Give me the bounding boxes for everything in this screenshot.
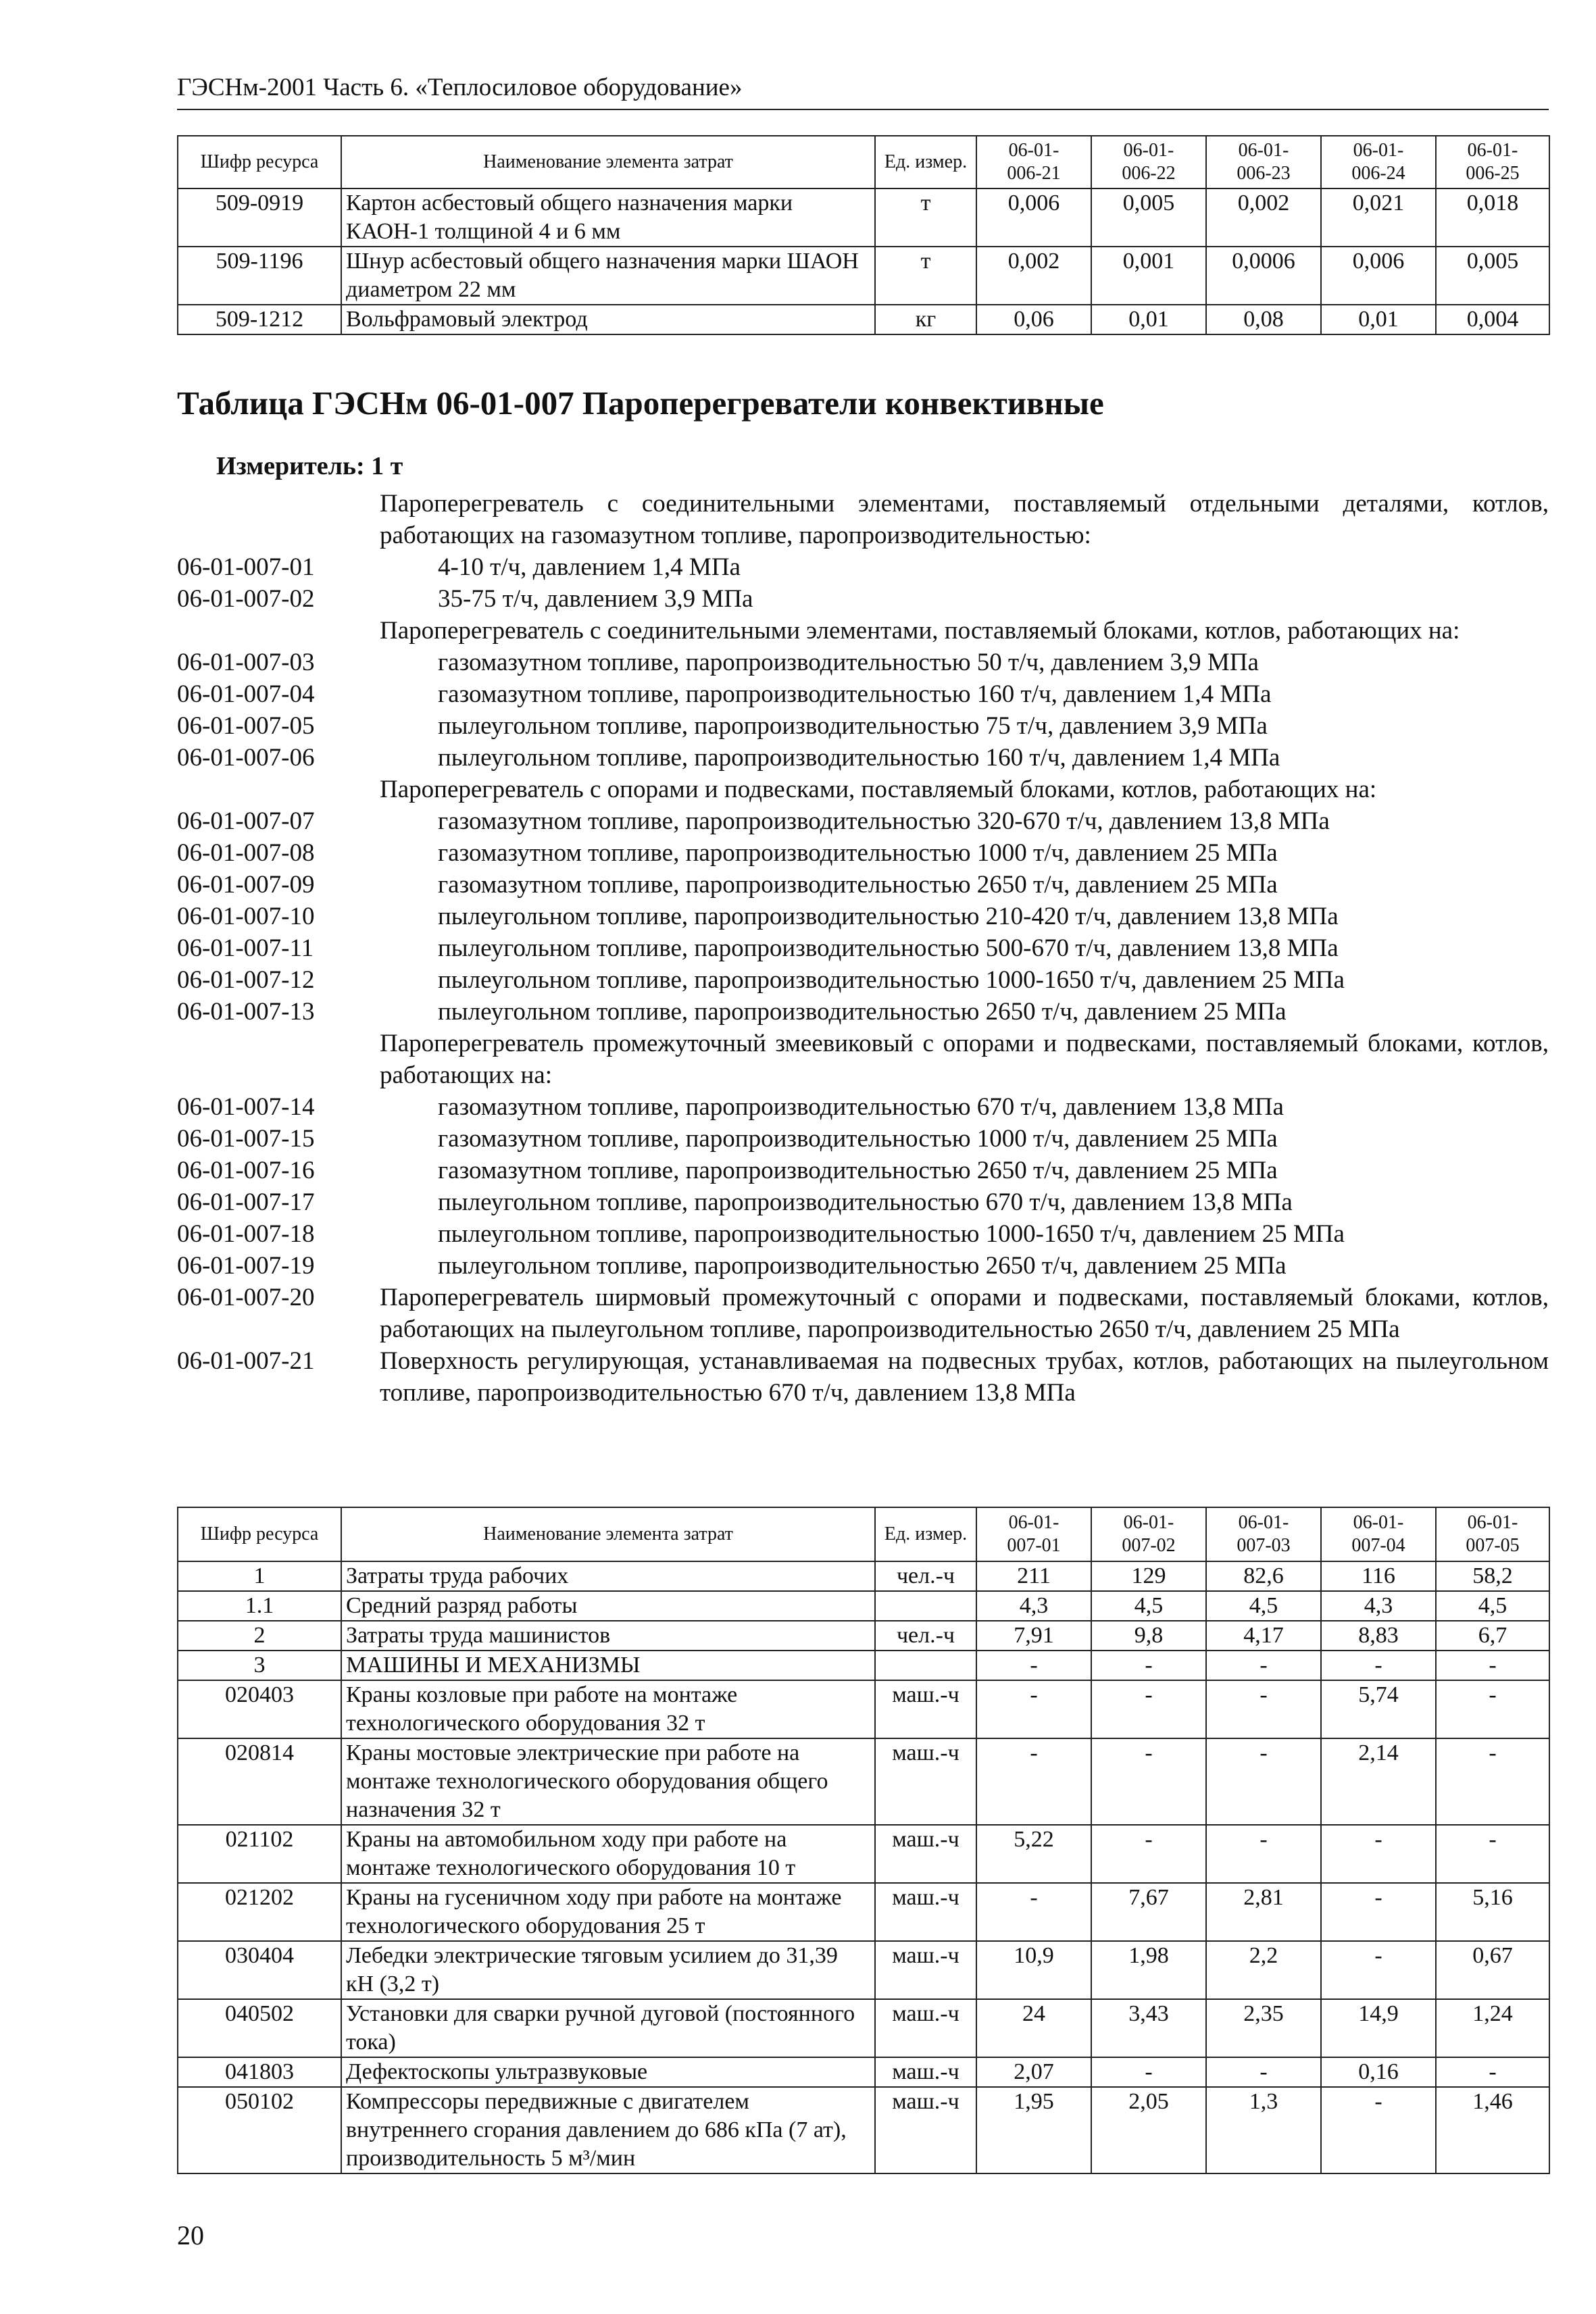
cell-code: 020814 xyxy=(178,1738,341,1825)
cell-name: Картон асбестовый общего назначения марки КАОН-1 толщиной 4 и 6 мм xyxy=(341,188,875,247)
cell-value: - xyxy=(1436,1738,1549,1825)
cell-name: Дефектоскопы ультразвуковые xyxy=(341,2057,875,2087)
list-item xyxy=(177,710,1549,742)
norm-description: пылеугольном топливе, паропроизводительностью 75 т/ч, давлением 3,9 МПа xyxy=(438,712,1268,740)
cell-value: 24 xyxy=(976,1999,1091,2057)
cell-value: - xyxy=(1091,2057,1206,2087)
cell-value: 4,17 xyxy=(1206,1621,1321,1651)
norm-description: газомазутном топливе, паропроизводительностью 2650 т/ч, давлением 25 МПа xyxy=(438,1157,1278,1184)
table-row xyxy=(178,1680,1549,1738)
norm-code: 06-01-007-05 xyxy=(177,712,315,740)
table-row xyxy=(178,1825,1549,1883)
norm-code: 06-01-007-21 xyxy=(177,1347,315,1375)
meter-line xyxy=(216,451,403,481)
table-row xyxy=(178,2057,1549,2087)
cell-value: - xyxy=(1091,1680,1206,1738)
norm-code: 06-01-007-19 xyxy=(177,1252,315,1280)
cell-name: Вольфрамовый электрод xyxy=(341,305,875,334)
cell-value: 1,46 xyxy=(1436,2087,1549,2173)
cell-name: Лебедки электрические тяговым усилием до 31,39 кН (3,2 т) xyxy=(341,1941,875,1999)
norm-code: 06-01-007-02 xyxy=(177,585,315,613)
cell-value: - xyxy=(1436,2057,1549,2087)
cell-value: 2,05 xyxy=(1091,2087,1206,2173)
cell-unit: маш.-ч xyxy=(875,1883,976,1941)
cell-unit: маш.-ч xyxy=(875,1738,976,1825)
cell-name: Краны мостовые электрические при работе на монтаже технологического оборудования общего назначения 32 т xyxy=(341,1738,875,1825)
cell-value: 4,3 xyxy=(976,1591,1091,1621)
norm-description: газомазутном топливе, паропроизводительностью 670 т/ч, давлением 13,8 МПа xyxy=(438,1093,1284,1121)
cell-code: 3 xyxy=(178,1651,341,1680)
cell-value: - xyxy=(1436,1680,1549,1738)
list-item xyxy=(177,678,1549,710)
norm-code: 06-01-007-08 xyxy=(177,839,315,867)
page-header: ГЭСНм-2001 Часть 6. «Теплосиловое оборудование» xyxy=(177,73,1549,110)
list-item xyxy=(177,583,1549,615)
cell-unit: т xyxy=(875,188,976,247)
table-row xyxy=(178,1738,1549,1825)
cell-value: - xyxy=(1206,2057,1321,2087)
list-item xyxy=(177,742,1549,774)
table-row xyxy=(178,1883,1549,1941)
cell-value: 116 xyxy=(1321,1561,1436,1591)
cell-value: 9,8 xyxy=(1091,1621,1206,1651)
norm-code xyxy=(177,615,380,647)
table-row xyxy=(178,1621,1549,1651)
cell-value: - xyxy=(1206,1680,1321,1738)
cell-name: Средний разряд работы xyxy=(341,1591,875,1621)
norm-code: 06-01-007-13 xyxy=(177,998,315,1026)
col-header-norm: 06-01- 007-03 xyxy=(1206,1507,1321,1561)
norm-code: 06-01-007-10 xyxy=(177,903,315,930)
cell-value: - xyxy=(1321,1651,1436,1680)
norm-description: Поверхность регулирующая, устанавливаемая на подвесных трубах, котлов, работающих на пылеугольном топливе, паропроизводительностью 670 т/ч, давлением 13,8 МПа xyxy=(380,1347,1549,1407)
cell-value: 10,9 xyxy=(976,1941,1091,1999)
cell-name: Затраты труда рабочих xyxy=(341,1561,875,1591)
cell-value: 5,74 xyxy=(1321,1680,1436,1738)
cell-unit: маш.-ч xyxy=(875,1680,976,1738)
table-row xyxy=(178,1561,1549,1591)
norm-description: Пароперегреватель с опорами и подвесками, поставляемый блоками, котлов, работающих на: xyxy=(380,776,1377,803)
list-item xyxy=(177,1155,1549,1186)
norm-description: пылеугольном топливе, паропроизводительностью 670 т/ч, давлением 13,8 МПа xyxy=(438,1188,1293,1216)
cell-name: Затраты труда машинистов xyxy=(341,1621,875,1651)
norm-description: пылеугольном топливе, паропроизводительностью 210-420 т/ч, давлением 13,8 МПа xyxy=(438,903,1339,930)
list-item xyxy=(177,1091,1549,1123)
norm-code xyxy=(177,1028,380,1091)
norm-description: Пароперегреватель с соединительными элементами, поставляемый блоками, котлов, работающих на: xyxy=(380,617,1460,645)
cell-value: 2,2 xyxy=(1206,1941,1321,1999)
list-item xyxy=(177,774,1549,805)
resource-table-main xyxy=(177,1507,1550,2174)
list-item xyxy=(177,551,1549,583)
cell-value: 0,01 xyxy=(1091,305,1206,334)
col-header-name: Наименование элемента затрат xyxy=(341,1507,875,1561)
norm-description: пылеугольном топливе, паропроизводительностью 1000-1650 т/ч, давлением 25 МПа xyxy=(438,966,1345,994)
cell-value: 0,08 xyxy=(1206,305,1321,334)
col-header-code: Шифр ресурса xyxy=(178,1507,341,1561)
cell-value: 4,3 xyxy=(1321,1591,1436,1621)
list-item xyxy=(177,901,1549,932)
list-item xyxy=(177,837,1549,869)
norm-description: 35-75 т/ч, давлением 3,9 МПа xyxy=(438,585,753,613)
norm-code: 06-01-007-20 xyxy=(177,1284,315,1311)
list-item xyxy=(177,805,1549,837)
cell-code: 021102 xyxy=(178,1825,341,1883)
cell-value: 8,83 xyxy=(1321,1621,1436,1651)
cell-unit: т xyxy=(875,247,976,305)
norm-description: Пароперегреватель с соединительными элементами, поставляемый отдельными деталями, котлов, работающих на газомазутном топливе, паропроизводительностью: xyxy=(380,490,1549,549)
list-item xyxy=(177,1123,1549,1155)
norm-description: пылеугольном топливе, паропроизводительностью 1000-1650 т/ч, давлением 25 МПа xyxy=(438,1220,1345,1248)
cell-code: 050102 xyxy=(178,2087,341,2173)
cell-value: 0,06 xyxy=(976,305,1091,334)
cell-value: - xyxy=(1206,1738,1321,1825)
cell-value: - xyxy=(1321,2087,1436,2173)
list-item xyxy=(177,869,1549,901)
cell-unit: маш.-ч xyxy=(875,1941,976,1999)
cell-value: 14,9 xyxy=(1321,1999,1436,2057)
cell-value: 1,95 xyxy=(976,2087,1091,2173)
table-row xyxy=(178,305,1549,334)
cell-value: 0,021 xyxy=(1321,188,1436,247)
norm-code: 06-01-007-17 xyxy=(177,1188,315,1216)
cell-unit xyxy=(875,1651,976,1680)
norm-code: 06-01-007-14 xyxy=(177,1093,315,1121)
cell-code: 021202 xyxy=(178,1883,341,1941)
main-table-body xyxy=(178,1561,1549,2173)
table-row xyxy=(178,1651,1549,1680)
cell-code: 1 xyxy=(178,1561,341,1591)
cell-value: - xyxy=(976,1651,1091,1680)
cell-code: 041803 xyxy=(178,2057,341,2087)
col-header-code: Шифр ресурса xyxy=(178,136,341,188)
norm-code: 06-01-007-15 xyxy=(177,1125,315,1153)
cell-value: 2,81 xyxy=(1206,1883,1321,1941)
norm-description: Пароперегреватель промежуточный змеевиковый с опорами и подвесками, поставляемый блоками, котлов, работающих на: xyxy=(380,1030,1549,1089)
col-header-norm: 06-01- 007-01 xyxy=(976,1507,1091,1561)
list-item xyxy=(177,932,1549,964)
cell-value: - xyxy=(1091,1651,1206,1680)
list-item xyxy=(177,964,1549,996)
cell-unit xyxy=(875,1591,976,1621)
list-item xyxy=(177,996,1549,1028)
page-number: 20 xyxy=(177,2220,204,2250)
table-row xyxy=(178,247,1549,305)
cell-value: - xyxy=(1091,1825,1206,1883)
cell-name: Краны на автомобильном ходу при работе на монтаже технологического оборудования 10 т xyxy=(341,1825,875,1883)
resource-table-top xyxy=(177,135,1550,335)
cell-value: 58,2 xyxy=(1436,1561,1549,1591)
list-item xyxy=(177,615,1549,647)
col-header-norm: 06-01- 006-24 xyxy=(1321,136,1436,188)
section-title: Таблица ГЭСНм 06-01-007 Пароперегреватели конвективные xyxy=(177,384,1104,422)
col-header-unit: Ед. измер. xyxy=(875,1507,976,1561)
cell-value: 7,67 xyxy=(1091,1883,1206,1941)
col-header-norm: 06-01- 006-21 xyxy=(976,136,1091,188)
cell-unit: кг xyxy=(875,305,976,334)
norm-code: 06-01-007-01 xyxy=(177,553,315,581)
cell-value: 3,43 xyxy=(1091,1999,1206,2057)
cell-name: Краны на гусеничном ходу при работе на монтаже технологического оборудования 25 т xyxy=(341,1883,875,1941)
meter-value: 1 т xyxy=(371,452,403,480)
cell-value: 82,6 xyxy=(1206,1561,1321,1591)
norm-code: 06-01-007-03 xyxy=(177,649,315,676)
norm-description: 4-10 т/ч, давлением 1,4 МПа xyxy=(438,553,741,581)
list-item xyxy=(177,1186,1549,1218)
cell-value: 2,35 xyxy=(1206,1999,1321,2057)
norm-code: 06-01-007-04 xyxy=(177,680,315,708)
cell-code: 509-0919 xyxy=(178,188,341,247)
cell-value: 0,67 xyxy=(1436,1941,1549,1999)
list-item xyxy=(177,1218,1549,1250)
cell-name: Шнур асбестовый общего назначения марки ШАОН диаметром 22 мм xyxy=(341,247,875,305)
norms-list xyxy=(177,488,1549,1409)
norm-code: 06-01-007-06 xyxy=(177,744,315,772)
table-row xyxy=(178,1591,1549,1621)
list-item xyxy=(177,1028,1549,1091)
cell-value: 4,5 xyxy=(1436,1591,1549,1621)
cell-value: 6,7 xyxy=(1436,1621,1549,1651)
cell-code: 040502 xyxy=(178,1999,341,2057)
cell-unit: маш.-ч xyxy=(875,1825,976,1883)
norm-description: пылеугольном топливе, паропроизводительностью 2650 т/ч, давлением 25 МПа xyxy=(438,1252,1287,1280)
cell-name: Компрессоры передвижные с двигателем внутреннего сгорания давлением до 686 кПа (7 ат), производительность 5 м³/мин xyxy=(341,2087,875,2173)
cell-value: - xyxy=(976,1883,1091,1941)
cell-value: 0,002 xyxy=(976,247,1091,305)
cell-value: 1,24 xyxy=(1436,1999,1549,2057)
norm-description: пылеугольном топливе, паропроизводительностью 500-670 т/ч, давлением 13,8 МПа xyxy=(438,934,1339,962)
col-header-norm: 06-01- 006-25 xyxy=(1436,136,1549,188)
list-item xyxy=(177,1282,1549,1345)
table-row xyxy=(178,188,1549,247)
norm-description: пылеугольном топливе, паропроизводительностью 160 т/ч, давлением 1,4 МПа xyxy=(438,744,1280,772)
norm-code: 06-01-007-18 xyxy=(177,1220,315,1248)
norm-description: Пароперегреватель ширмовый промежуточный с опорами и подвесками, поставляемый блоками, котлов, работающих на пылеугольном топливе, паропроизводительностью 2650 т/ч, давлением 25 МПа xyxy=(380,1284,1549,1343)
cell-value: 0,006 xyxy=(976,188,1091,247)
cell-value: 2,14 xyxy=(1321,1738,1436,1825)
norm-description: газомазутном топливе, паропроизводительностью 2650 т/ч, давлением 25 МПа xyxy=(438,871,1278,899)
norm-description: газомазутном топливе, паропроизводительностью 1000 т/ч, давлением 25 МПа xyxy=(438,1125,1278,1153)
cell-unit: маш.-ч xyxy=(875,1999,976,2057)
cell-unit: чел.-ч xyxy=(875,1561,976,1591)
list-item xyxy=(177,488,1549,551)
norm-description: пылеугольном топливе, паропроизводительностью 2650 т/ч, давлением 25 МПа xyxy=(438,998,1287,1026)
col-header-norm: 06-01- 007-04 xyxy=(1321,1507,1436,1561)
cell-value: 1,3 xyxy=(1206,2087,1321,2173)
cell-value: - xyxy=(1436,1651,1549,1680)
meter-label: Измеритель: xyxy=(216,452,365,480)
norm-code: 06-01-007-07 xyxy=(177,807,315,835)
col-header-norm: 06-01- 007-05 xyxy=(1436,1507,1549,1561)
list-item xyxy=(177,1345,1549,1409)
cell-value: 7,91 xyxy=(976,1621,1091,1651)
cell-value: 0,005 xyxy=(1091,188,1206,247)
norm-description: газомазутном топливе, паропроизводительностью 1000 т/ч, давлением 25 МПа xyxy=(438,839,1278,867)
cell-code: 1.1 xyxy=(178,1591,341,1621)
cell-name: МАШИНЫ И МЕХАНИЗМЫ xyxy=(341,1651,875,1680)
cell-value: 4,5 xyxy=(1091,1591,1206,1621)
cell-unit: маш.-ч xyxy=(875,2057,976,2087)
norm-description: газомазутном топливе, паропроизводительностью 320-670 т/ч, давлением 13,8 МПа xyxy=(438,807,1330,835)
col-header-norm: 06-01- 006-23 xyxy=(1206,136,1321,188)
cell-value: - xyxy=(1206,1651,1321,1680)
list-item xyxy=(177,1250,1549,1282)
norm-code: 06-01-007-12 xyxy=(177,966,315,994)
cell-value: - xyxy=(1436,1825,1549,1883)
cell-value: 5,16 xyxy=(1436,1883,1549,1941)
cell-value: 2,07 xyxy=(976,2057,1091,2087)
cell-code: 2 xyxy=(178,1621,341,1651)
col-header-unit: Ед. измер. xyxy=(875,136,976,188)
cell-value: - xyxy=(1091,1738,1206,1825)
cell-value: 0,16 xyxy=(1321,2057,1436,2087)
cell-value: 5,22 xyxy=(976,1825,1091,1883)
norm-code: 06-01-007-16 xyxy=(177,1157,315,1184)
cell-value: 4,5 xyxy=(1206,1591,1321,1621)
cell-unit: маш.-ч xyxy=(875,2087,976,2173)
cell-value: 0,006 xyxy=(1321,247,1436,305)
cell-value: - xyxy=(976,1680,1091,1738)
cell-value: - xyxy=(976,1738,1091,1825)
cell-value: - xyxy=(1321,1825,1436,1883)
cell-name: Краны козловые при работе на монтаже технологического оборудования 32 т xyxy=(341,1680,875,1738)
cell-name: Установки для сварки ручной дуговой (постоянного тока) xyxy=(341,1999,875,2057)
table-row xyxy=(178,2087,1549,2173)
cell-value: 1,98 xyxy=(1091,1941,1206,1999)
cell-code: 509-1196 xyxy=(178,247,341,305)
cell-value: 0,01 xyxy=(1321,305,1436,334)
norm-description: газомазутном топливе, паропроизводительностью 50 т/ч, давлением 3,9 МПа xyxy=(438,649,1259,676)
cell-value: 0,018 xyxy=(1436,188,1549,247)
cell-value: - xyxy=(1206,1825,1321,1883)
norm-description: газомазутном топливе, паропроизводительностью 160 т/ч, давлением 1,4 МПа xyxy=(438,680,1272,708)
norm-code xyxy=(177,774,380,805)
table-row xyxy=(178,1941,1549,1999)
col-header-norm: 06-01- 007-02 xyxy=(1091,1507,1206,1561)
cell-value: 0,004 xyxy=(1436,305,1549,334)
cell-code: 030404 xyxy=(178,1941,341,1999)
cell-value: - xyxy=(1321,1883,1436,1941)
cell-value: 0,002 xyxy=(1206,188,1321,247)
table-row xyxy=(178,1999,1549,2057)
norm-code xyxy=(177,488,380,551)
cell-code: 509-1212 xyxy=(178,305,341,334)
norm-code: 06-01-007-09 xyxy=(177,871,315,899)
col-header-name: Наименование элемента затрат xyxy=(341,136,875,188)
cell-value: 0,0006 xyxy=(1206,247,1321,305)
cell-value: 211 xyxy=(976,1561,1091,1591)
cell-code: 020403 xyxy=(178,1680,341,1738)
cell-unit: чел.-ч xyxy=(875,1621,976,1651)
top-table-body xyxy=(178,188,1549,334)
cell-value: 0,001 xyxy=(1091,247,1206,305)
col-header-norm: 06-01- 006-22 xyxy=(1091,136,1206,188)
cell-value: - xyxy=(1321,1941,1436,1999)
norm-code: 06-01-007-11 xyxy=(177,934,314,962)
list-item xyxy=(177,647,1549,678)
cell-value: 129 xyxy=(1091,1561,1206,1591)
cell-value: 0,005 xyxy=(1436,247,1549,305)
